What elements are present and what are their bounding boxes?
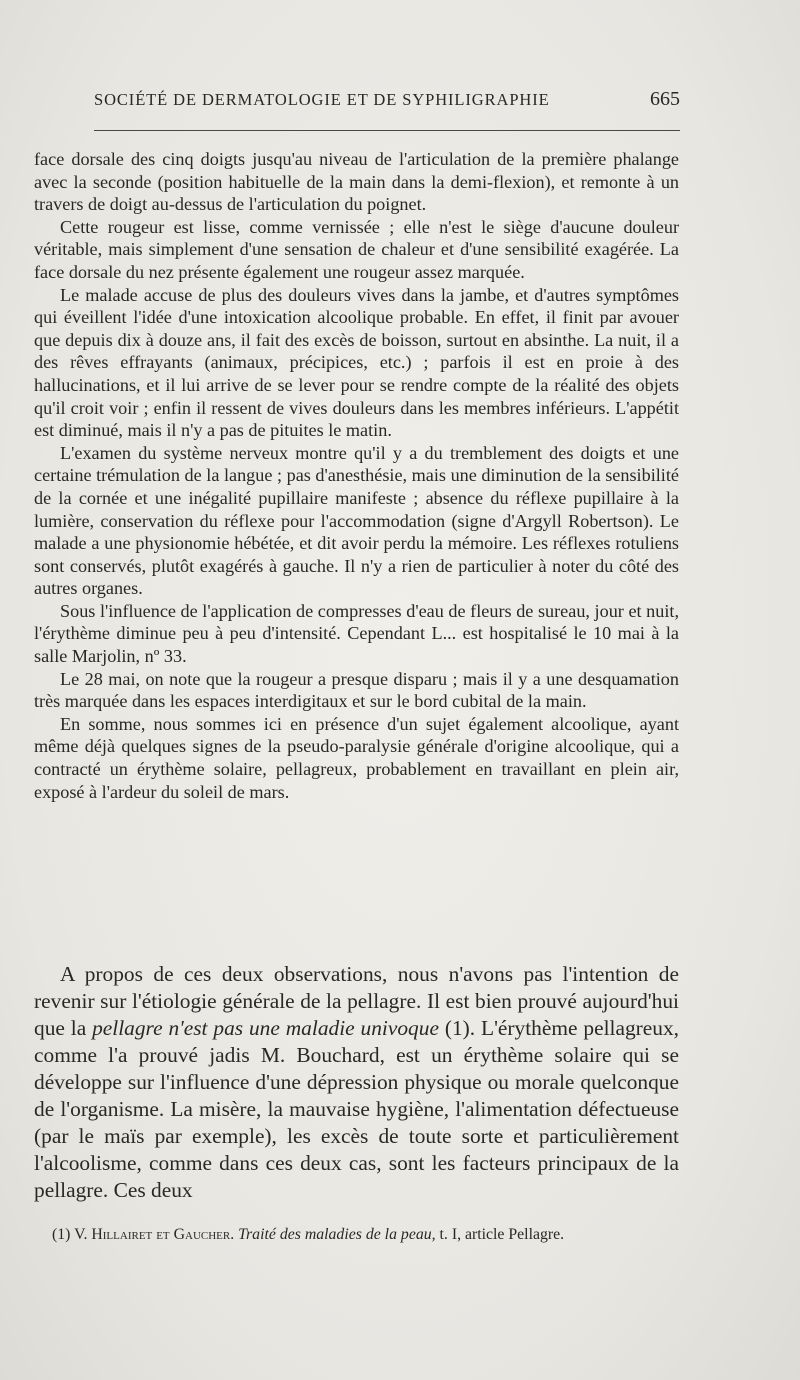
footnote-marker: (1) V. bbox=[52, 1226, 92, 1243]
case-report-text bbox=[34, 148, 679, 803]
paragraph: L'examen du système nerveux montre qu'il y a du tremblement des doigts et une certaine trémulation de la langue ; pas d'anesthésie, mais une diminution de la sensibilité de la cornée et une inégalité pupillaire manifeste ; absence du réflexe pupillaire à la lumière, conservation du réflexe pour l'accommodation (signe d'Argyll Robertson). Le malade a une physionomie hébétée, et dit avoir perdu la mémoire. Les réflexes rotuliens sont conservés, plutôt exagérés à gauche. Il n'y a rien de particulier à noter du côté des autres organes. bbox=[34, 442, 679, 599]
running-title: SOCIÉTÉ DE DERMATOLOGIE ET DE SYPHILIGRAPHIE bbox=[94, 90, 550, 109]
italic-phrase: pellagre n'est pas une maladie univoque bbox=[92, 1016, 439, 1040]
paragraph: En somme, nous sommes ici en présence d'un sujet également alcoolique, ayant même déjà quelques signes de la pseudo-paralysie générale d'origine alcoolique, qui a contracté un érythème solaire, pellagreux, probablement en travaillant en plein air, exposé à l'ardeur du soleil de mars. bbox=[34, 713, 679, 802]
footnote bbox=[34, 1225, 679, 1245]
running-header bbox=[94, 90, 680, 118]
text-run: A propos de ces deux observations, nous n'avons pas l'intention de revenir sur l'étiologie générale de la pellagre. Il est bien prouvé aujourd'hui que la bbox=[34, 962, 679, 1040]
paragraph: Le malade accuse de plus des douleurs vives dans la jambe, et d'autres symptômes qui éveillent l'idée d'une intoxication alcoolique probable. En effet, il finit par avouer que depuis dix à douze ans, il fait des excès de boisson, surtout en absinthe. La nuit, il a des rêves effrayants (animaux, précipices, etc.) ; parfois il est en proie à des hallucinations, et il lui arrive de se lever pour se rendre compte de la réalité des objets qu'il croit voir ; enfin il ressent de vives douleurs dans les membres inférieurs. L'appétit est diminué, mais il n'y a pas de pituites le matin. bbox=[34, 284, 679, 441]
page-number: 665 bbox=[650, 88, 680, 110]
footnote-text bbox=[34, 1225, 679, 1245]
discussion-text bbox=[34, 961, 679, 1204]
footnote-rest: t. I, article Pellagre. bbox=[435, 1226, 565, 1243]
header-rule bbox=[94, 130, 680, 131]
paragraph: Cette rougeur est lisse, comme vernissée ; elle n'est le siège d'aucune douleur véritable, mais simplement d'une sensation de chaleur et d'une sensibilité exagérée. La face dorsale du nez présente également une rougeur assez marquée. bbox=[34, 216, 679, 282]
paragraph: Sous l'influence de l'application de compresses d'eau de fleurs de sureau, jour et nuit, l'érythème diminue peu à peu d'intensité. Cependant L... est hospitalisé le 10 mai à la salle Marjolin, nº 33. bbox=[34, 600, 679, 667]
paragraph bbox=[34, 961, 679, 1204]
paragraph: Le 28 mai, on note que la rougeur a presque disparu ; mais il y a une desquamation très marquée dans les espaces interdigitaux et sur le bord cubital de la main. bbox=[34, 668, 679, 712]
text-run: (1). L'érythème pellagreux, comme l'a prouvé jadis M. Bouchard, est un érythème solaire qui se développe sur l'influence d'une dépression physique ou morale quelconque de l'organisme. La misère, la mauvaise hygiène, l'alimentation défectueuse (par le maïs par exemple), les excès de toute sorte et particulièrement l'alcoolisme, comme dans ces deux cas, sont les facteurs principaux de la pellagre. Ces deux bbox=[34, 1016, 680, 1202]
paragraph: face dorsale des cinq doigts jusqu'au niveau de l'articulation de la première phalange avec la seconde (position habituelle de la main dans la demi-flexion), et remonte à un travers de doigt au-dessus de l'articulation du poignet. bbox=[34, 149, 679, 215]
footnote-title: Traité des maladies de la peau, bbox=[238, 1226, 436, 1243]
footnote-authors: Hillairet et Gaucher. bbox=[91, 1226, 235, 1243]
